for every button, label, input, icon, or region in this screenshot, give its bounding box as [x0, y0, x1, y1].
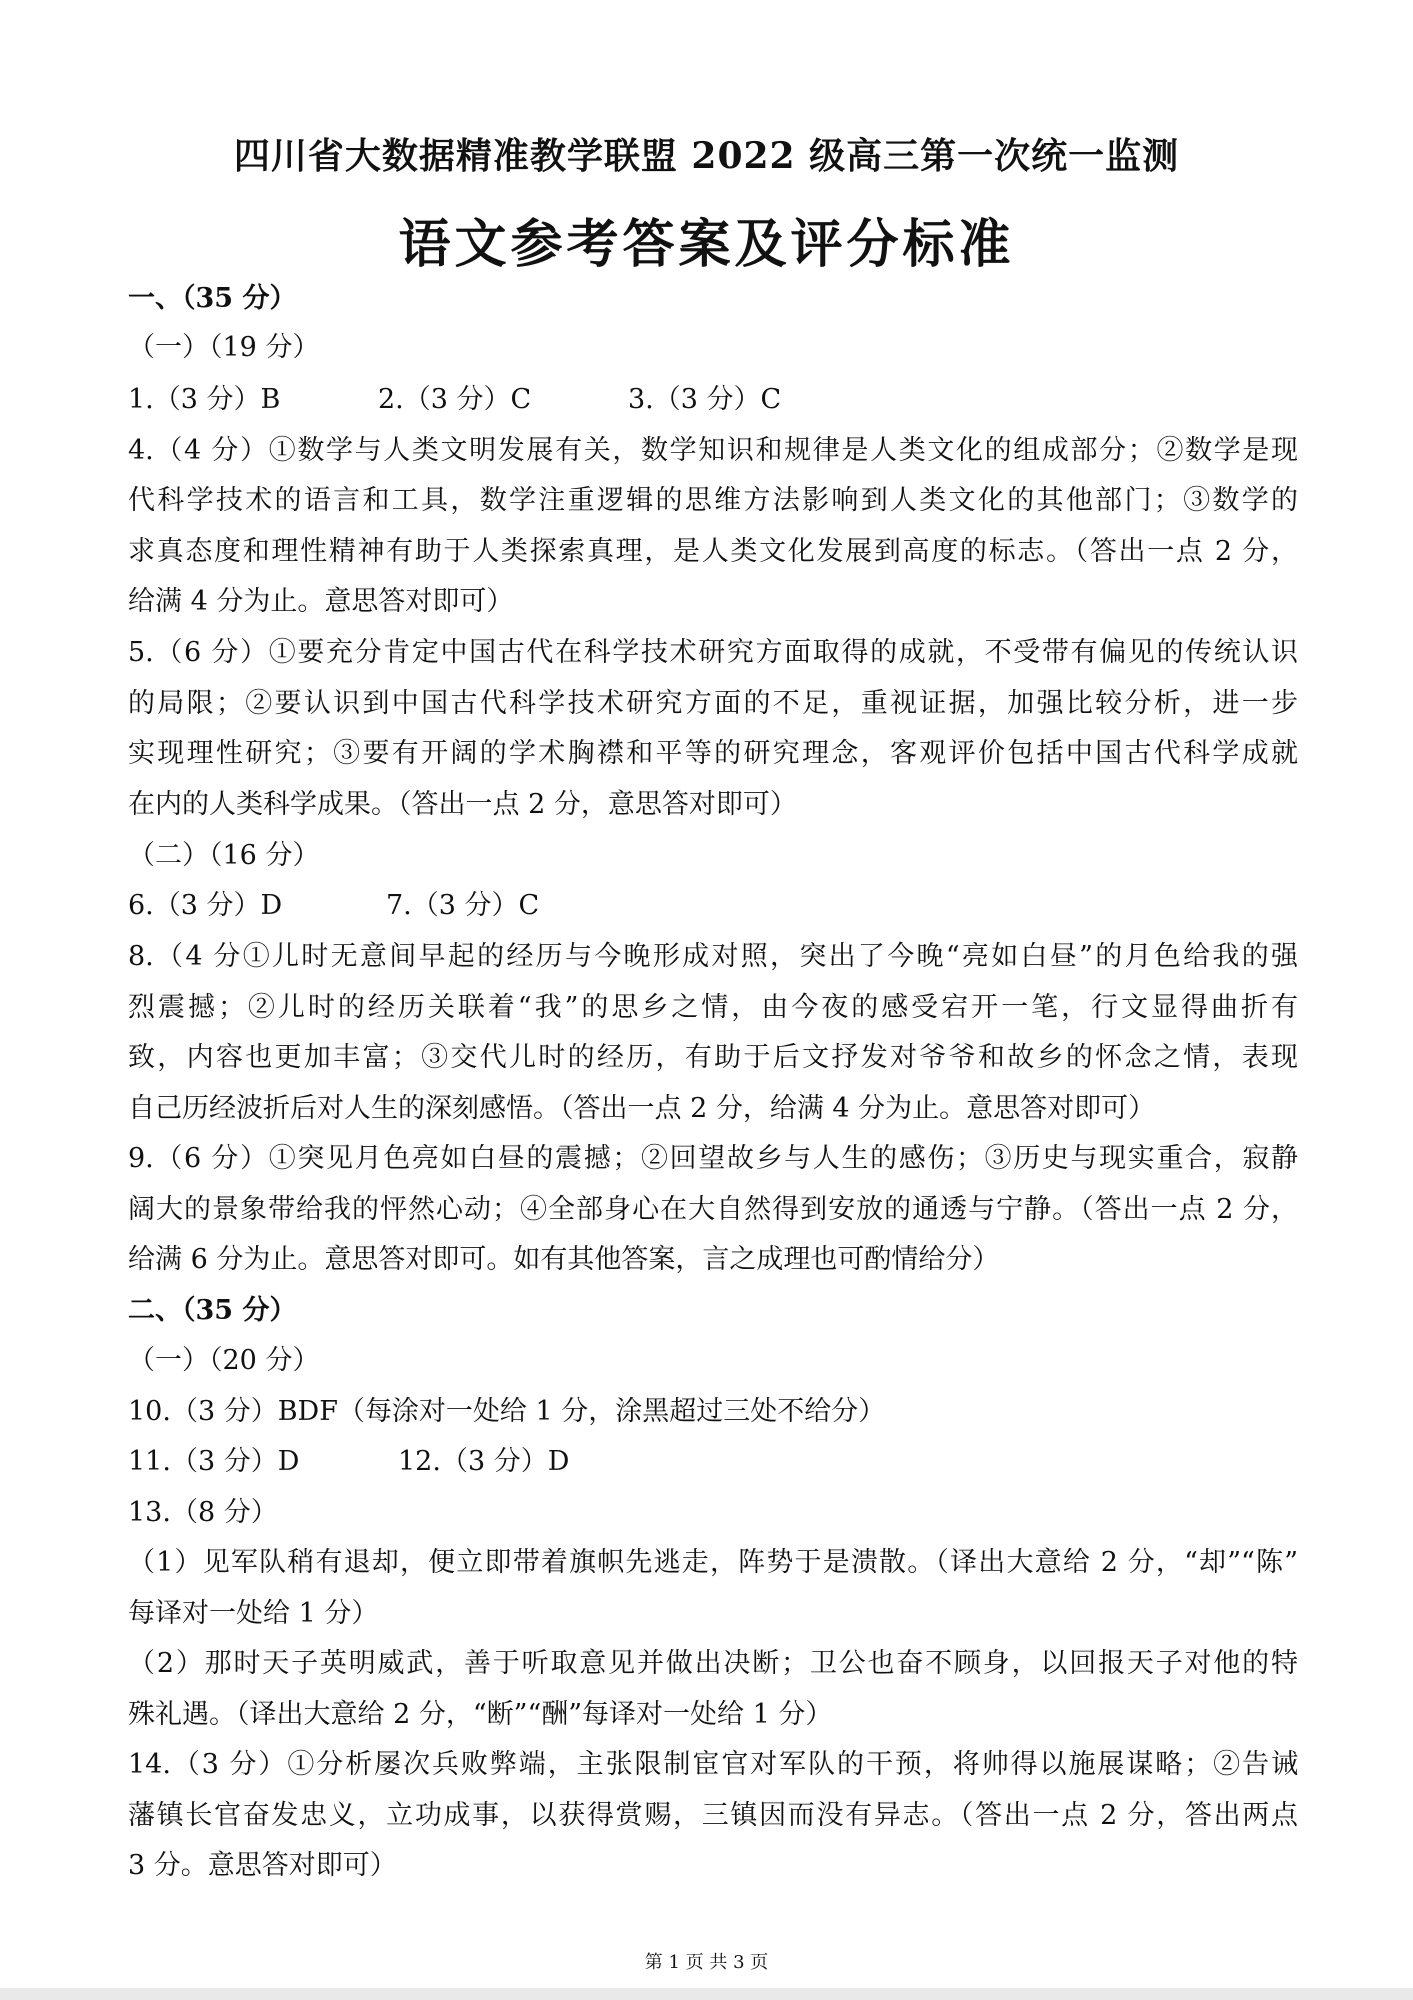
section-heading-2: 二、（35 分）	[128, 1295, 297, 1326]
answer-6: 6.（3 分）D	[128, 890, 283, 921]
answer-9-line-1: 9.（6 分）①突见月色亮如白昼的震撼；②回望故乡与人生的感伤；③历史与现实重合，寂静	[128, 1143, 1298, 1174]
document-subtitle: 语文参考答案及评分标准	[398, 214, 1015, 275]
answer-row-11-12	[128, 1445, 1298, 1479]
answer-13-1-line-2: 每译对一处给 1 分）	[128, 1598, 379, 1629]
subsection-heading-1b: （二）（16 分）	[128, 840, 320, 871]
answer-4-line-4: 给满 4 分为止。意思答对即可）	[128, 586, 514, 617]
answer-row-1-3	[128, 383, 1298, 417]
answer-7: 7.（3 分）C	[386, 890, 540, 921]
answer-5-line-2: 的局限；②要认识到中国古代科学技术研究方面的不足，重视证据，加强比较分析，进一步	[128, 688, 1298, 719]
section-heading-1: 一、（35 分）	[128, 283, 297, 314]
answer-12: 12.（3 分）D	[398, 1446, 570, 1477]
answer-1: 1.（3 分）B	[128, 384, 281, 415]
answer-14-line-2: 藩镇长官奋发忠义，立功成事，以获得赏赐，三镇因而没有异志。（答出一点 2 分，答出两点	[128, 1800, 1298, 1831]
answer-4-line-2: 代科学技术的语言和工具，数学注重逻辑的思维方法影响到人类文化的其他部门；③数学的	[128, 485, 1298, 516]
answer-11: 11.（3 分）D	[128, 1446, 300, 1477]
answer-13-2-line-1: （2）那时天子英明威武，善于听取意见并做出决断；卫公也奋不顾身，以回报天子对他的特	[128, 1648, 1298, 1679]
answer-9-line-2: 阔大的景象带给我的怦然心动；④全部身心在大自然得到安放的通透与宁静。（答出一点 2 分，	[128, 1194, 1298, 1225]
answer-14-line-3: 3 分。意思答对即可）	[128, 1850, 397, 1881]
answer-14-line-1: 14.（3 分）①分析屡次兵败弊端，主张限制宦官对军队的干预，将帅得以施展谋略；②告诫	[128, 1749, 1298, 1780]
answer-8-line-2: 烈震撼；②儿时的经历关联着“我”的思乡之情，由今夜的感受宕开一笔，行文显得曲折有	[128, 992, 1298, 1023]
answer-5-line-3: 实现理性研究；③要有开阔的学术胸襟和平等的研究理念，客观评价包括中国古代科学成就	[128, 738, 1298, 769]
answer-2: 2.（3 分）C	[378, 384, 532, 415]
answer-8-line-1: 8.（4 分①儿时无意间早起的经历与今晚形成对照，突出了今晚“亮如白昼”的月色给我的强	[128, 941, 1298, 972]
document-title: 四川省大数据精准教学联盟 2022 级高三第一次统一监测	[233, 135, 1180, 177]
answer-5-line-1: 5.（6 分）①要充分肯定中国古代在科学技术研究方面取得的成就，不受带有偏见的传统认识	[128, 637, 1298, 668]
answer-3: 3.（3 分）C	[628, 384, 782, 415]
answer-8-line-4: 自己历经波折后对人生的深刻感悟。（答出一点 2 分，给满 4 分为止。意思答对即可）	[128, 1093, 1156, 1124]
subsection-heading-2a: （一）（20 分）	[128, 1345, 320, 1376]
answer-8-line-3: 致，内容也更加丰富；③交代儿时的经历，有助于后文抒发对爷爷和故乡的怀念之情，表现	[128, 1042, 1298, 1073]
scan-bottom-edge	[0, 1988, 1413, 2000]
answer-4-line-3: 求真态度和理性精神有助于人类探索真理，是人类文化发展到高度的标志。（答出一点 2 分，	[128, 536, 1298, 567]
answer-9-line-3: 给满 6 分为止。意思答对即可。如有其他答案，言之成理也可酌情给分）	[128, 1244, 1000, 1275]
answer-13: 13.（8 分）	[128, 1497, 278, 1528]
answer-10: 10.（3 分）BDF（每涂对一处给 1 分，涂黑超过三处不给分）	[128, 1396, 886, 1427]
answer-row-6-7	[128, 889, 1298, 923]
subsection-heading-1a: （一）（19 分）	[128, 332, 320, 363]
page-number: 第 1 页 共 3 页	[644, 1952, 769, 1973]
answer-4-line-1: 4.（4 分）①数学与人类文明发展有关，数学知识和规律是人类文化的组成部分；②数学是现	[128, 435, 1298, 466]
answer-13-1-line-1: （1）见军队稍有退却，便立即带着旗帜先逃走，阵势于是溃散。（译出大意给 2 分，“却”“陈”	[128, 1547, 1298, 1578]
answer-13-2-line-2: 殊礼遇。（译出大意给 2 分，“断”“酬”每译对一处给 1 分）	[128, 1699, 833, 1730]
answer-5-line-4: 在内的人类科学成果。（答出一点 2 分，意思答对即可）	[128, 789, 797, 820]
